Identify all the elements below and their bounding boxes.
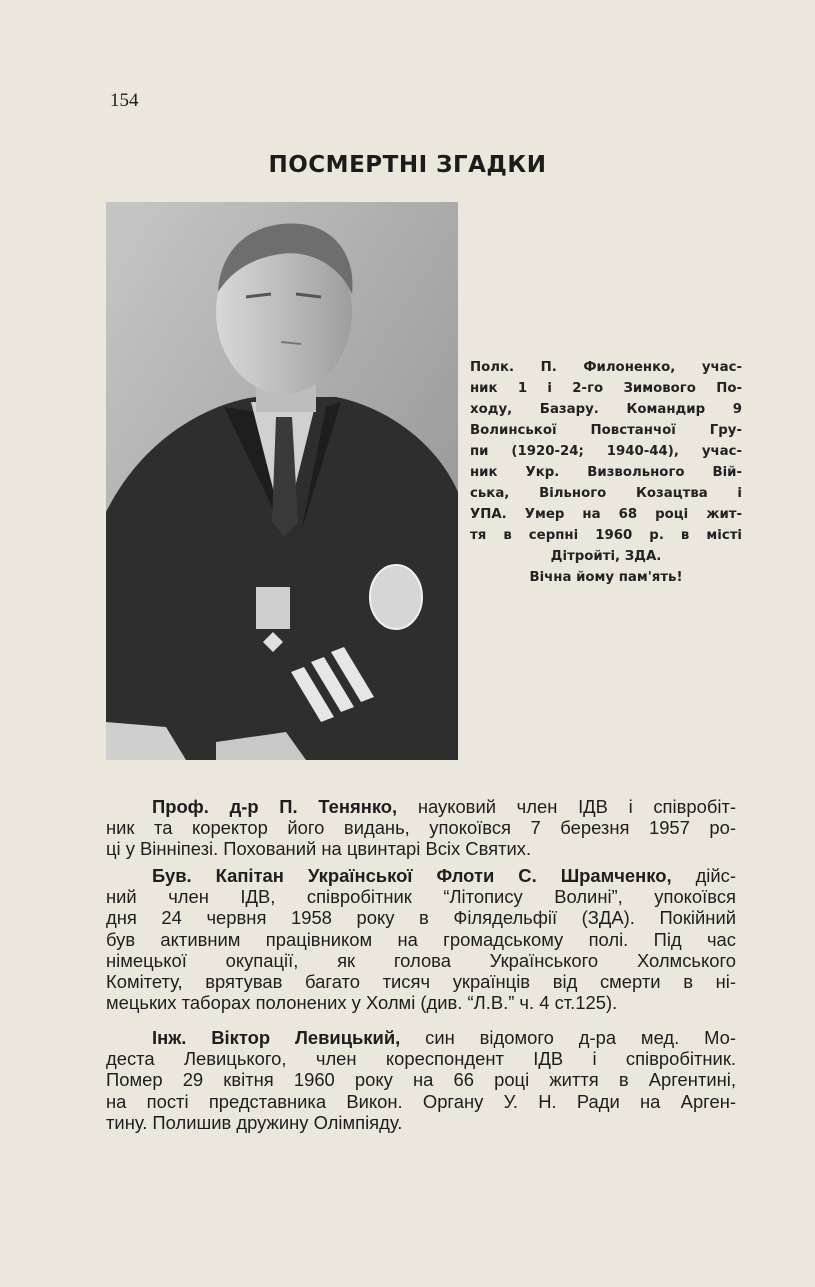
obituary-levytskyi (106, 1027, 736, 1133)
caption-line: ник Укр. Визвольного Вій- (470, 465, 742, 480)
page-number: 154 (110, 90, 139, 111)
page-title: ПОСМЕРТНІ ЗГАДКИ (268, 152, 547, 178)
obituary-text: ник та коректор його видань, упокоївся 7 березня 1957 ро- (106, 817, 736, 839)
obituary-text: Помер 29 квітня 1960 року на 66 році життя в Аргентині, (106, 1069, 736, 1091)
obituary-shramchenko (106, 865, 736, 1013)
obituary-text: мецьких таборах полонених у Холмі (див. “Л.В.” ч. 4 ст.125). (106, 992, 618, 1014)
caption-line: УПА. Умер на 68 році жит- (470, 507, 742, 522)
obituary-text: дійс- (671, 865, 736, 886)
photo-caption (470, 357, 742, 588)
obituary-text: син відомого д-ра мед. Мо- (400, 1027, 736, 1048)
obituary-text: дня 24 червня 1958 року в Філядельфії (ЗДА). Покійний (106, 907, 736, 929)
caption-line: ходу, Базару. Командир 9 (470, 402, 742, 417)
caption-line: пи (1920-24; 1940-44), учас- (470, 444, 742, 459)
caption-line: Вічна йому пам'ять! (529, 570, 683, 585)
caption-line: Дітройті, ЗДА. (550, 549, 662, 564)
obituary-text: ці у Вінніпезі. Похований на цвинтарі Всіх Святих. (106, 838, 532, 860)
obituary-name: Проф. д-р П. Тенянко, (152, 796, 398, 817)
obituary-text: німецької окупації, як голова Українського Холмського (106, 949, 736, 971)
obituary-text: ний член ІДВ, співробітник “Літопису Волині”, упокоївся (106, 886, 736, 908)
obituary-text: деста Левицького, член кореспондент ІДВ і співробітник. (106, 1048, 736, 1070)
obituary-text: науковий член ІДВ і співробіт- (397, 796, 736, 817)
obituary-name: Був. Капітан Української Флоти С. Шрамченко, (152, 865, 672, 886)
caption-line: Полк. П. Филоненко, учас- (470, 360, 742, 375)
caption-line: Волинської Повстанчої Гру- (470, 423, 742, 438)
obituary-name: Інж. Віктор Левицький, (152, 1027, 401, 1048)
portrait-photo (106, 202, 458, 760)
caption-line: ник 1 і 2-го Зимового По- (470, 381, 742, 396)
obituary-text: тину. Полишив дружину Олімпіяду. (106, 1111, 403, 1133)
obituary-text: Комітету, врятував багато тисяч українців від смерти в ні- (106, 971, 736, 993)
obituary-tenianko (106, 796, 736, 860)
caption-line: тя в серпні 1960 р. в місті (470, 528, 742, 543)
obituary-text: був активним працівником на громадському полі. Під час (106, 928, 736, 950)
obituary-text: на пості представника Викон. Органу У. Н. Ради на Арген- (106, 1090, 736, 1112)
caption-line: ська, Вільного Козацтва і (470, 486, 742, 501)
